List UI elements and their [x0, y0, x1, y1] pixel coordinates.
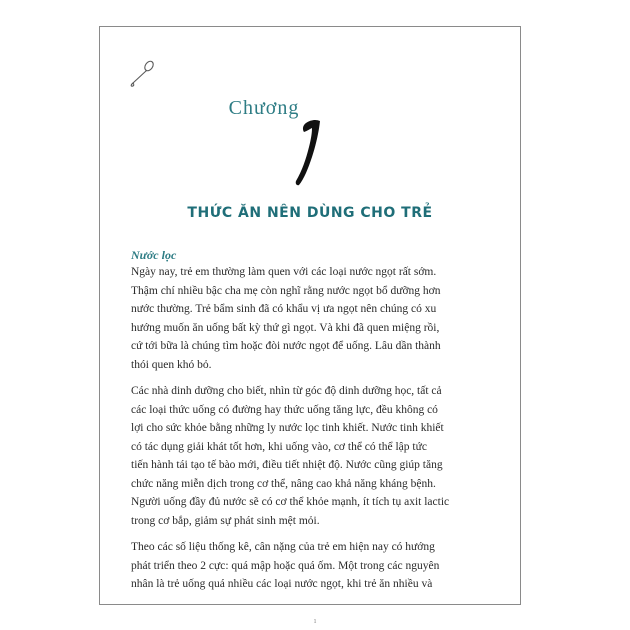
text-line: phát triển theo 2 cực: quá mập hoặc quá ốm. Một trong các nguyên [131, 559, 440, 572]
spoon-icon [128, 59, 156, 89]
paragraph [131, 382, 504, 530]
text-line: thói quen khó bỏ. [131, 358, 212, 371]
chapter-number-text: 1 [290, 119, 291, 120]
chapter-word: Chương [228, 97, 300, 119]
paragraph [131, 263, 504, 374]
text-line: trong cơ bắp, giảm sự phát sinh mệt mỏi. [131, 514, 320, 527]
text-line: có tác dụng giải khát tốt hơn, khi uống vào, cơ thể có thể lập tức [131, 440, 427, 453]
book-page [99, 26, 521, 605]
chapter-title: THỨC ĂN NÊN DÙNG CHO TRẺ [187, 205, 433, 221]
page-number: 1 [313, 619, 317, 625]
text-line: lợi cho sức khỏe bằng những ly nước lọc tinh khiết. Nước tinh khiết [131, 422, 444, 434]
text-line: Thậm chí nhiều bậc cha mẹ còn nghĩ rằng nước ngọt bổ dưỡng hơn [131, 284, 441, 297]
paragraph [131, 538, 504, 594]
text-line: nước thường. Trẻ bẩm sinh đã có khẩu vị ưa ngọt nên chúng có xu [131, 303, 437, 315]
chapter-number [290, 119, 326, 187]
text-line: tiến hành tái tạo tế bào mới, điều tiết nhiệt độ. Nước cũng giúp tăng [131, 459, 443, 471]
text-line: Theo các số liệu thống kê, cân nặng của trẻ em hiện nay có hướng [131, 541, 435, 553]
text-line: Các nhà dinh dưỡng cho biết, nhìn từ góc độ dinh dưỡng học, tất cả [131, 385, 442, 397]
text-line: Ngày nay, trẻ em thường làm quen với các loại nước ngọt rất sớm. [131, 266, 437, 278]
section-title: Nước lọc [131, 248, 177, 262]
text-line: hướng muốn ăn uống bất kỳ thứ gì ngọt. Và khi đã quen miệng rồi, [131, 321, 440, 334]
text-line: nhân là trẻ uống quá nhiều các loại nước ngọt, khi trẻ ăn nhiều và [131, 578, 433, 590]
text-line: các loại thức uống có đường hay thức uống tăng lực, đều không có [131, 403, 438, 416]
body-text [131, 247, 504, 602]
text-line: chức năng miễn dịch trong cơ thể, nâng cao khả năng kháng bệnh. [131, 477, 436, 490]
text-line: Người uống đầy đủ nước sẽ có cơ thể khỏe mạnh, ít tích tụ axit lactic [131, 496, 450, 508]
text-line: cứ tới bữa là chúng tìm hoặc đòi nước ngọt để uống. Lâu dần thành [131, 340, 441, 352]
